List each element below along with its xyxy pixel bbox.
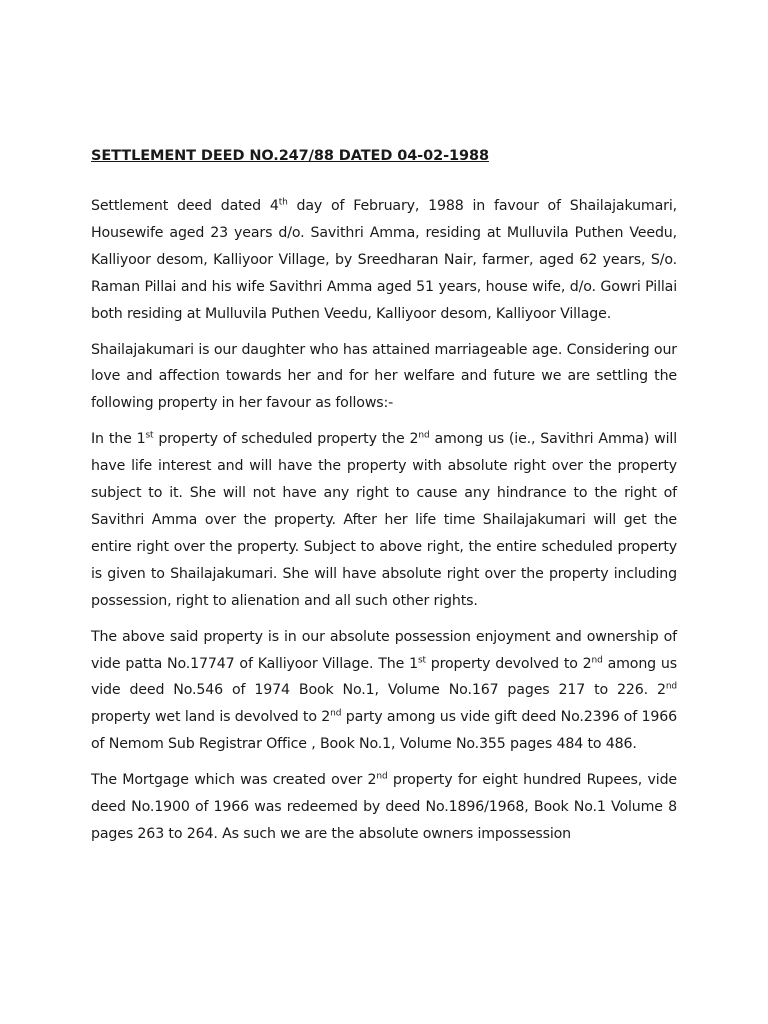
ordinal-superscript: nd: [591, 654, 603, 665]
ordinal-superscript: nd: [665, 681, 677, 692]
paragraph-ownership: The above said property is in our absolute possession enjoyment and ownership of vide patta No.17747 of Kalliyoor Village. The 1st property devolved to 2nd among us vide deed No.546 of 1974 Book No.1, Volume No.167 pages 217 to 226. 2nd property wet land is devolved to 2nd party among us vide gift deed No.2396 of 1966 of Nemom Sub Registrar Office , Book No.1, Volume No.355 pages 484 to 486.: [91, 628, 677, 753]
ordinal-superscript: th: [278, 197, 288, 208]
paragraph-mortgage: The Mortgage which was created over 2nd property for eight hundred Rupees, vide deed No.1900 of 1966 was redeemed by deed No.1896/1968, Book No.1 Volume 8 pages 263 to 264. As such we are the absolute owners impossession: [91, 771, 678, 842]
ordinal-superscript: st: [417, 654, 426, 665]
paragraph-parties: Settlement deed dated 4th day of February, 1988 in favour of Shailajakumari, Housewife aged 23 years d/o. Savithri Amma, residing at Mulluvila Puthen Veedu, Kalliyoor desom, Kalliyoor Village, by Sreedharan Nair, farmer, aged 62 years, S/o. Raman Pillai and his wife Savithri Amma aged 51 years, house wife, d/o. Gowri Pillai both residing at Mulluvila Puthen Veedu, Kalliyoor desom, Kalliyoor Village.: [91, 197, 677, 322]
document-page: [91, 143, 677, 857]
document-title: SETTLEMENT DEED NO.247/88 DATED 04-02-1988: [91, 148, 489, 164]
ordinal-superscript: nd: [330, 708, 342, 719]
ordinal-superscript: nd: [376, 771, 388, 782]
ordinal-superscript: st: [145, 430, 154, 441]
ordinal-superscript: nd: [418, 430, 430, 441]
paragraph-purpose: Shailajakumari is our daughter who has attained marriageable age. Considering our love and affection towards her and for her welfare and future we are settling the following property in her favour as follows:-: [91, 341, 677, 412]
paragraph-life-interest: In the 1st property of scheduled property the 2nd among us (ie., Savithri Amma) will have life interest and will have the property with absolute right over the property subject to it. She will not have any right to cause any hindrance to the right of Savithri Amma over the property. After her life time Shailajakumari will get the entire right over the property. Subject to above right, the entire scheduled property is given to Shailajakumari. She will have absolute right over the property including possession, right to alienation and all such other rights.: [91, 430, 678, 609]
